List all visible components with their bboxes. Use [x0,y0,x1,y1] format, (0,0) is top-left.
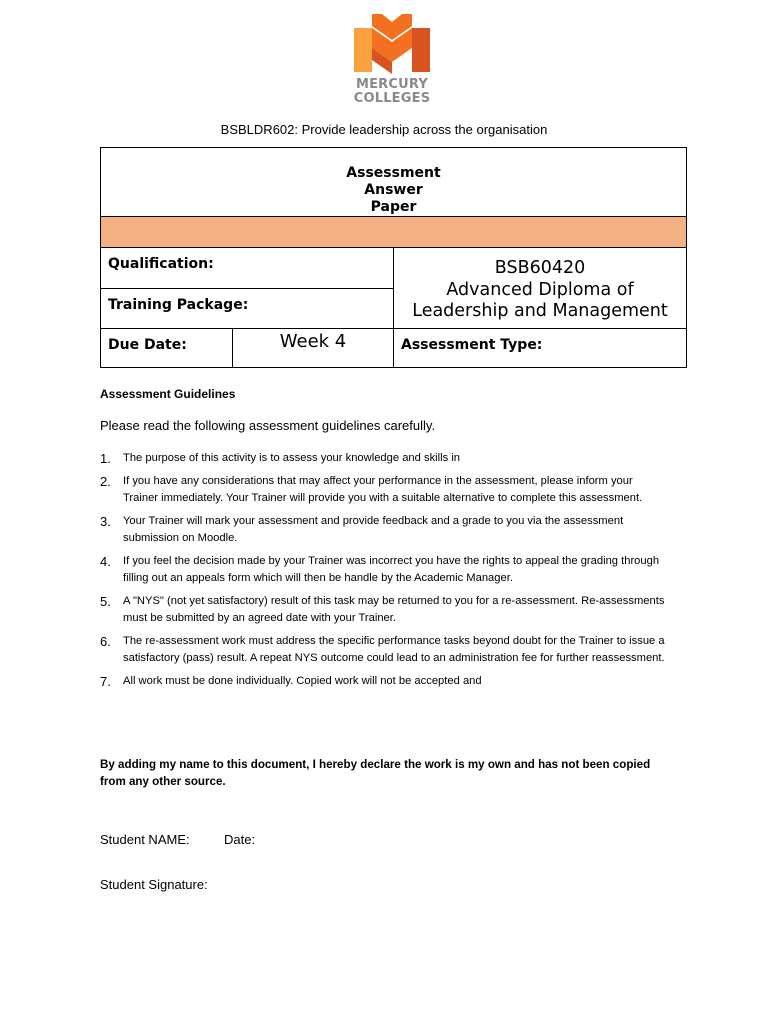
list-item-text: If you feel the decision made by your Trainer was incorrect you have the rights to appeal the grading through filling out an appeals form which will then be handle by the Academic Manager. [123,555,660,584]
list-item [100,450,670,467]
list-item-text: The purpose of this activity is to assess your knowledge and skills in [123,452,461,464]
list-item-text: All work must be done individually. Copied work will not be accepted and [123,675,482,687]
logo-wordmark-line1: MERCURY [355,77,429,92]
orange-band [101,217,687,248]
list-item-number: 6. [100,634,111,649]
paper-title-cell [101,148,687,217]
due-date-value: Week 4 [233,329,394,368]
list-item [100,513,670,547]
list-item [100,553,670,587]
list-item-text: Your Trainer will mark your assessment and provide feedback and a grade to you via the assessment submission on Moodle. [123,515,624,544]
logo-wordmark-line2: COLLEGES [353,91,431,106]
cover-table [100,147,687,368]
qualification-name-line: Leadership and Management [412,301,668,321]
student-signature-label: Student Signature: [100,877,208,892]
student-name-label: Student NAME: [100,832,190,847]
list-item [100,633,670,667]
list-item [100,673,670,690]
training-package-label: Training Package: [101,289,394,329]
list-item-text: If you have any considerations that may affect your performance in the assessment, please inform your Trainer immediately. Your Trainer will provide you with a suitable alternative to complete this assessment. [123,475,643,504]
paper-title-line: Assessment [346,165,441,181]
paper-title-line: Answer [364,182,423,198]
list-item [100,473,670,507]
list-item-text: A "NYS" (not yet satisfactory) result of this task may be returned to you for a re-assessment. Re-assessments must be submitted by an agreed date with your Trainer. [123,595,665,624]
unit-title: BSBLDR602: Provide leadership across the organisation [220,122,548,137]
qualification-value [394,248,687,329]
declaration-text: By adding my name to this document, I hereby declare the work is my own and has not been copied from any other source. [100,758,651,788]
list-item-number: 2. [100,474,111,489]
list-item-number: 4. [100,554,111,569]
assessment-type-label: Assessment Type: [394,329,687,368]
qualification-code: BSB60420 [494,258,586,278]
paper-title-line: Paper [370,199,417,215]
list-item-number: 3. [100,514,111,529]
qualification-label: Qualification: [101,248,394,289]
list-item [100,593,670,627]
date-label: Date: [224,832,256,847]
due-date-label: Due Date: [101,329,233,368]
guidelines-intro: Please read the following assessment guidelines carefully. [100,418,436,433]
list-item-number: 1. [100,451,111,466]
guidelines-heading: Assessment Guidelines [100,387,236,401]
list-item-number: 7. [100,674,111,689]
guidelines-list [100,450,670,696]
qualification-name-line: Advanced Diploma of [446,279,634,300]
list-item-number: 5. [100,594,111,609]
list-item-text: The re-assessment work must address the specific performance tasks beyond doubt for the Trainer to issue a satisfactory (pass) result. A repeat NYS outcome could lead to an administration fee for further reassessment. [123,635,665,664]
